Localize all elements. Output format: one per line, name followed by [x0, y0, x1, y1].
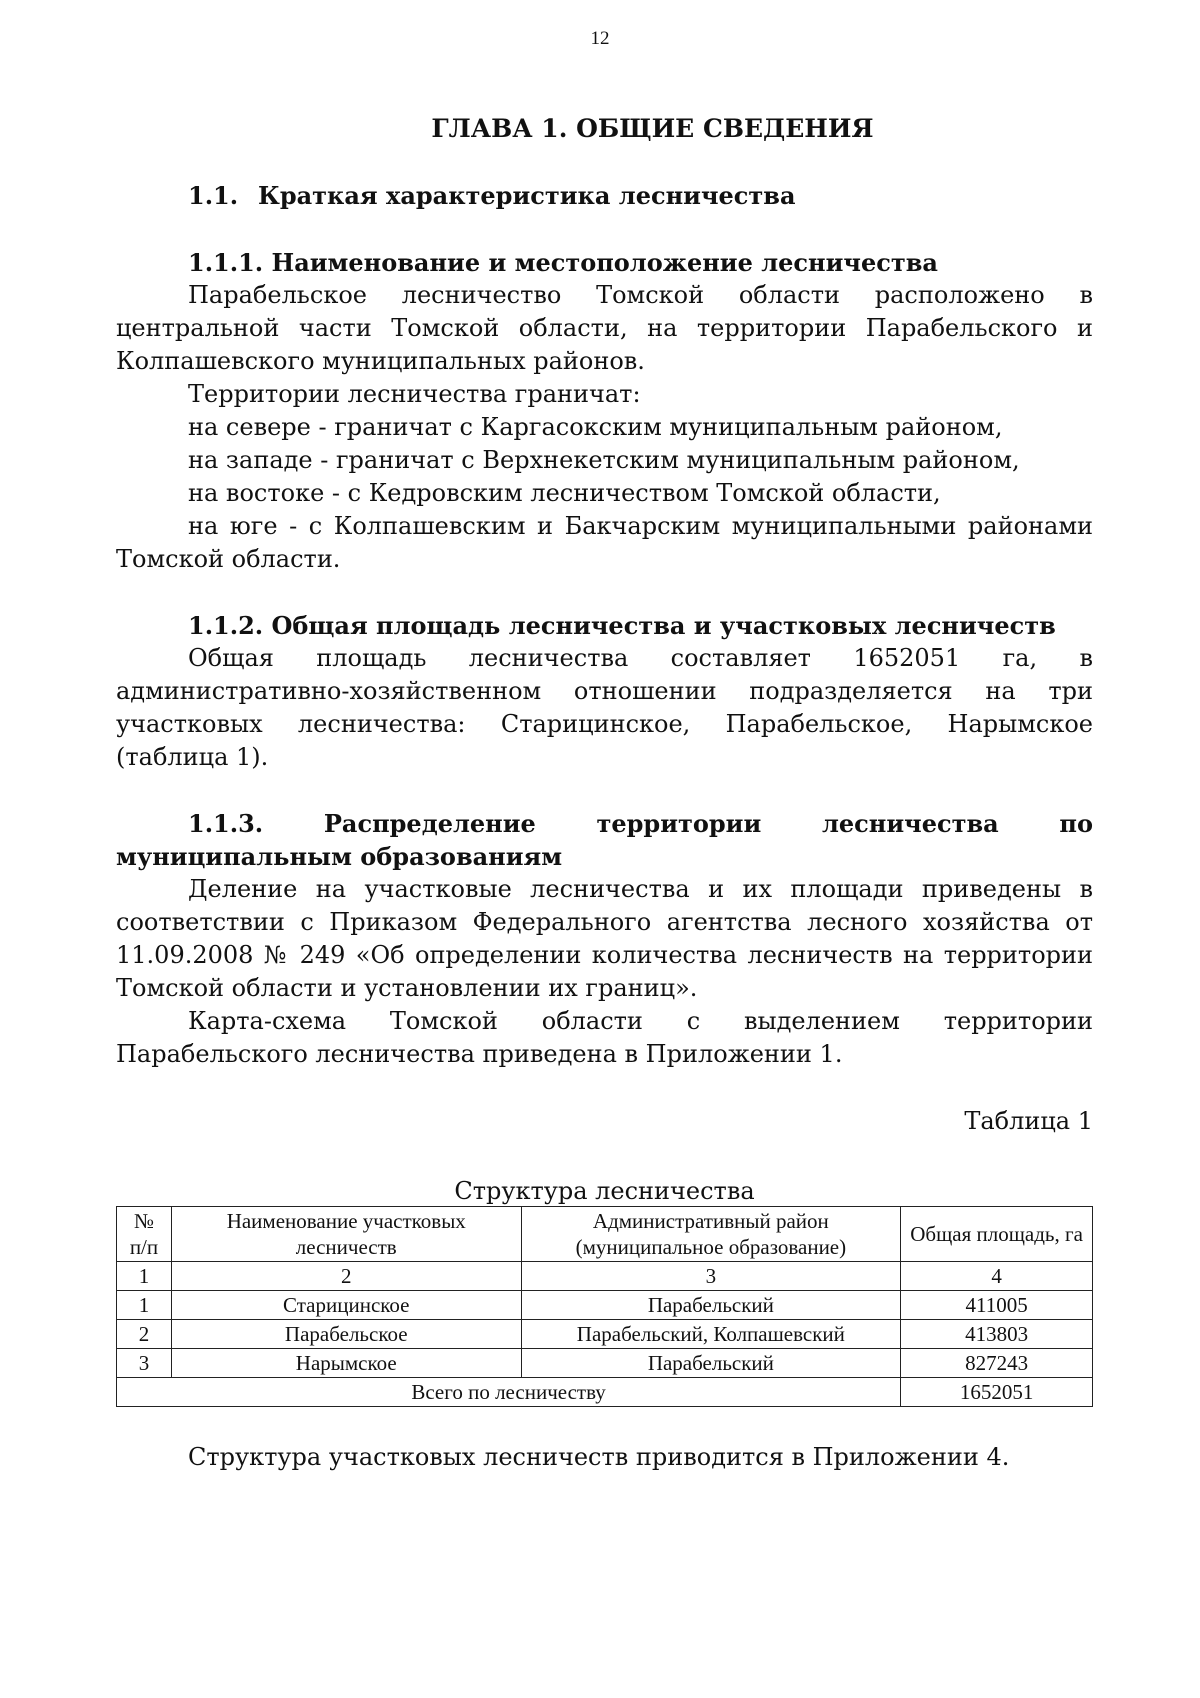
table-header-row: [117, 1207, 1093, 1262]
table-cell: 1: [117, 1291, 172, 1320]
subsection-heading-1-1-3: 1.1.3. Распределение территории лесничества по муниципальным образованиям: [116, 809, 1093, 871]
page-number: 12: [590, 28, 610, 49]
subsection-heading-1-1-2: 1.1.2. Общая площадь лесничества и участковых лесничеств: [188, 611, 1056, 640]
table-cell: Парабельский: [521, 1291, 901, 1320]
table-label: Таблица 1: [964, 1107, 1093, 1135]
table-cell: 2: [117, 1320, 172, 1349]
table-total-row: [117, 1378, 1093, 1407]
table-cell: 2: [171, 1262, 521, 1291]
table-cell: 3: [117, 1349, 172, 1378]
table-cell: Парабельский: [521, 1349, 901, 1378]
column-number-row: [117, 1262, 1093, 1291]
paragraph: Карта-схема Томской области с выделением территории Парабельского лесничества приведена в Приложении 1.: [116, 1007, 1093, 1068]
header-cell: Административный район (муниципальное образование): [521, 1207, 901, 1262]
total-value-cell: 1652051: [901, 1378, 1093, 1407]
paragraph: на севере - граничат с Каргасокским муниципальным районом,: [188, 413, 1003, 441]
total-label-cell: Всего по лесничеству: [117, 1378, 901, 1407]
table-cell: Старицинское: [171, 1291, 521, 1320]
subsection-heading-1-1-1: 1.1.1. Наименование и местоположение лесничества: [188, 248, 938, 277]
paragraph: на юге - с Колпашевским и Бакчарским муниципальными районами Томской области.: [116, 512, 1093, 573]
table-cell: 4: [901, 1262, 1093, 1291]
header-cell: Общая площадь, га: [901, 1207, 1093, 1262]
table-caption: Структура лесничества: [454, 1177, 755, 1205]
paragraph: на востоке - с Кедровским лесничеством Томской области,: [188, 479, 941, 507]
table-cell: 1: [117, 1262, 172, 1291]
paragraph: на западе - граничат с Верхнекетским муниципальным районом,: [188, 446, 1020, 474]
table-cell: 413803: [901, 1320, 1093, 1349]
table-cell: Парабельское: [171, 1320, 521, 1349]
forestry-structure-table: [116, 1206, 1093, 1407]
paragraph: Деление на участковые лесничества и их площади приведены в соответствии с Приказом Федерального агентства лесного хозяйства от 11.09.2008 № 249 «Об определении количества лесничеств на территории Томской области и установлении их границ».: [116, 875, 1093, 1002]
section-title: Краткая характеристика лесничества: [258, 181, 796, 210]
section-number: 1.1.: [188, 181, 239, 210]
table-cell: 3: [521, 1262, 901, 1291]
header-cell: № п/п: [117, 1207, 172, 1262]
paragraph: Территории лесничества граничат:: [188, 380, 641, 408]
table-row: [117, 1291, 1093, 1320]
paragraph: Парабельское лесничество Томской области расположено в центральной части Томской области, на территории Парабельского и Колпашевского муниципальных районов.: [116, 281, 1093, 375]
header-cell: Наименование участковых лесничеств: [171, 1207, 521, 1262]
table-cell: Нарымское: [171, 1349, 521, 1378]
table-cell: Парабельский, Колпашевский: [521, 1320, 901, 1349]
paragraph-after-table: Структура участковых лесничеств приводится в Приложении 4.: [188, 1443, 1010, 1471]
table-row: [117, 1320, 1093, 1349]
document-body: [116, 108, 1093, 1474]
table-cell: 411005: [901, 1291, 1093, 1320]
paragraph: Общая площадь лесничества составляет 1652051 га, в административно-хозяйственном отношении подразделяется на три участковых лесничества: Старицинское, Парабельское, Нарымское (таблица 1).: [116, 644, 1093, 771]
table-cell: 827243: [901, 1349, 1093, 1378]
table-row: [117, 1349, 1093, 1378]
chapter-title: ГЛАВА 1. ОБЩИЕ СВЕДЕНИЯ: [431, 114, 874, 143]
section-heading-1-1: [116, 179, 1093, 212]
